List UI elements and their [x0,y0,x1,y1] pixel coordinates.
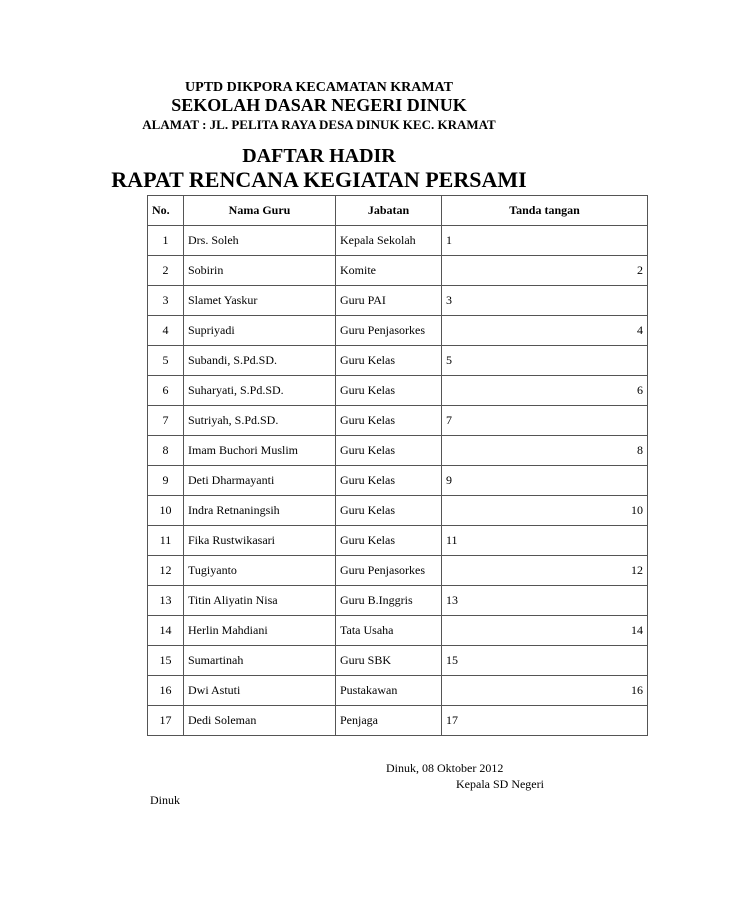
cell-no: 6 [148,376,184,406]
attendance-table [147,195,648,736]
cell-nama-guru: Sutriyah, S.Pd.SD. [184,406,336,436]
cell-no: 10 [148,496,184,526]
cell-tanda-tangan [442,646,648,676]
table-row [148,406,648,436]
signature-number: 6 [637,383,643,397]
table-row [148,616,648,646]
table-row [148,376,648,406]
signature-number: 16 [631,683,643,697]
cell-nama-guru: Subandi, S.Pd.SD. [184,346,336,376]
cell-nama-guru: Dwi Astuti [184,676,336,706]
cell-nama-guru: Dedi Soleman [184,706,336,736]
table-body [148,226,648,736]
signature-number: 5 [446,353,452,367]
table-row [148,256,648,286]
cell-tanda-tangan [442,436,648,466]
cell-no: 13 [148,586,184,616]
cell-nama-guru: Slamet Yaskur [184,286,336,316]
table-row [148,526,648,556]
cell-jabatan: Guru Kelas [336,346,442,376]
cell-tanda-tangan [442,466,648,496]
table-row [148,436,648,466]
signature-number: 14 [631,623,643,637]
signature-number: 13 [446,593,458,607]
cell-jabatan: Guru SBK [336,646,442,676]
signature-number: 9 [446,473,452,487]
cell-jabatan: Guru Penjasorkes [336,556,442,586]
cell-tanda-tangan [442,496,648,526]
cell-no: 2 [148,256,184,286]
signature-number: 7 [446,413,452,427]
cell-jabatan: Komite [336,256,442,286]
cell-tanda-tangan [442,316,648,346]
cell-nama-guru: Tugiyanto [184,556,336,586]
table-row [148,286,648,316]
cell-nama-guru: Sobirin [184,256,336,286]
signature-number: 1 [446,233,452,247]
header-office-name: UPTD DIKPORA KECAMATAN KRAMAT [185,80,453,95]
signature-number: 2 [637,263,643,277]
place-date: Dinuk, 08 Oktober 2012 [386,761,504,775]
header-school-name: SEKOLAH DASAR NEGERI DINUK [171,95,467,115]
cell-jabatan: Guru Kelas [336,496,442,526]
table-row [148,646,648,676]
signer-title: Kepala SD Negeri [456,777,544,791]
signature-number: 17 [446,713,458,727]
cell-nama-guru: Sumartinah [184,646,336,676]
signature-number: 4 [637,323,643,337]
cell-jabatan: Guru B.Inggris [336,586,442,616]
table-row [148,316,648,346]
cell-jabatan: Guru Kelas [336,406,442,436]
cell-tanda-tangan [442,256,648,286]
cell-jabatan: Guru PAI [336,286,442,316]
cell-nama-guru: Herlin Mahdiani [184,616,336,646]
cell-jabatan: Kepala Sekolah [336,226,442,256]
cell-nama-guru: Titin Aliyatin Nisa [184,586,336,616]
header-nama-guru: Nama Guru [184,196,336,226]
cell-jabatan: Guru Kelas [336,436,442,466]
cell-no: 17 [148,706,184,736]
cell-jabatan: Guru Kelas [336,526,442,556]
cell-jabatan: Tata Usaha [336,616,442,646]
cell-nama-guru: Supriyadi [184,316,336,346]
cell-tanda-tangan [442,706,648,736]
table-row [148,496,648,526]
cell-no: 9 [148,466,184,496]
signature-number: 11 [446,533,458,547]
cell-no: 7 [148,406,184,436]
cell-nama-guru: Suharyati, S.Pd.SD. [184,376,336,406]
cell-tanda-tangan [442,556,648,586]
cell-nama-guru: Fika Rustwikasari [184,526,336,556]
cell-tanda-tangan [442,586,648,616]
table-row [148,556,648,586]
cell-tanda-tangan [442,346,648,376]
cell-no: 12 [148,556,184,586]
document-title: DAFTAR HADIR [242,145,396,167]
signature-number: 12 [631,563,643,577]
cell-tanda-tangan [442,376,648,406]
cell-tanda-tangan [442,526,648,556]
table-row [148,226,648,256]
signer-place: Dinuk [150,793,180,807]
table-row [148,706,648,736]
table-row [148,676,648,706]
cell-tanda-tangan [442,676,648,706]
signature-number: 3 [446,293,452,307]
cell-tanda-tangan [442,226,648,256]
cell-jabatan: Penjaga [336,706,442,736]
cell-jabatan: Guru Kelas [336,466,442,496]
cell-nama-guru: Drs. Soleh [184,226,336,256]
cell-no: 1 [148,226,184,256]
cell-tanda-tangan [442,286,648,316]
header-address: ALAMAT : JL. PELITA RAYA DESA DINUK KEC. KRAMAT [142,117,496,132]
header-jabatan: Jabatan [336,196,442,226]
cell-tanda-tangan [442,616,648,646]
table-row [148,346,648,376]
table-row [148,586,648,616]
cell-no: 8 [148,436,184,466]
cell-jabatan: Guru Penjasorkes [336,316,442,346]
table-header-row [148,196,648,226]
cell-jabatan: Pustakawan [336,676,442,706]
cell-nama-guru: Indra Retnaningsih [184,496,336,526]
document-subtitle: RAPAT RENCANA KEGIATAN PERSAMI [111,167,527,192]
signature-number: 15 [446,653,458,667]
cell-no: 14 [148,616,184,646]
cell-jabatan: Guru Kelas [336,376,442,406]
cell-no: 5 [148,346,184,376]
cell-no: 3 [148,286,184,316]
header-no: No. [148,196,184,226]
signature-number: 8 [637,443,643,457]
cell-no: 15 [148,646,184,676]
cell-nama-guru: Imam Buchori Muslim [184,436,336,466]
signature-number: 10 [631,503,643,517]
table-row [148,466,648,496]
cell-nama-guru: Deti Dharmayanti [184,466,336,496]
cell-no: 16 [148,676,184,706]
cell-no: 4 [148,316,184,346]
cell-tanda-tangan [442,406,648,436]
cell-no: 11 [148,526,184,556]
header-tanda-tangan: Tanda tangan [442,196,648,226]
